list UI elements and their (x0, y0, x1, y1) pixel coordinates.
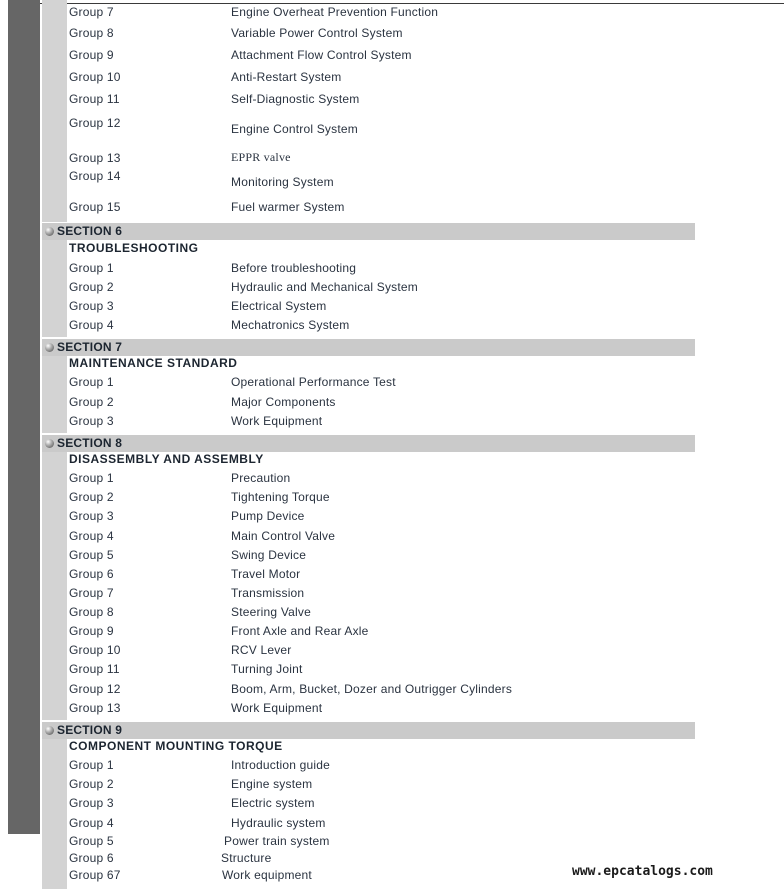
group-number: Group 4 (69, 318, 114, 332)
group-title-link[interactable]: Engine Control System (231, 122, 358, 136)
group-number: Group 9 (69, 48, 114, 62)
group-number: Group 5 (69, 548, 114, 562)
left-frame-band (8, 0, 40, 834)
group-number: Group 1 (69, 375, 114, 389)
group-number: Group 2 (69, 395, 114, 409)
bullet-icon (45, 726, 54, 735)
group-number: Group 9 (69, 624, 114, 638)
bullet-icon (45, 227, 54, 236)
group-number: Group 67 (69, 868, 121, 882)
group-title-link[interactable]: Turning Joint (231, 662, 303, 676)
bullet-icon (45, 343, 54, 352)
group-title-link[interactable]: Work Equipment (231, 414, 323, 428)
group-number: Group 13 (69, 151, 121, 165)
group-number: Group 10 (69, 70, 121, 84)
group-number: Group 3 (69, 796, 114, 810)
group-title-link[interactable]: Electric system (231, 796, 315, 810)
group-title-link[interactable]: Mechatronics System (231, 318, 350, 332)
group-number: Group 8 (69, 26, 114, 40)
group-title-link[interactable]: Work equipment (222, 868, 312, 882)
group-number: Group 11 (69, 92, 120, 106)
group-number: Group 15 (69, 200, 121, 214)
group-title-link[interactable]: Travel Motor (231, 567, 301, 581)
section-bar[interactable] (42, 223, 695, 240)
indent-stripe (42, 356, 67, 433)
group-title-link[interactable]: Structure (221, 851, 272, 865)
group-title-link[interactable]: Fuel warmer System (231, 200, 345, 214)
group-title-link[interactable]: Transmission (231, 586, 305, 600)
group-title-link[interactable]: RCV Lever (231, 643, 292, 657)
section-bar[interactable] (42, 722, 695, 739)
group-title-link[interactable]: Steering Valve (231, 605, 311, 619)
group-title-link[interactable]: Hydraulic system (231, 816, 326, 830)
group-number: Group 6 (69, 567, 114, 581)
group-number: Group 2 (69, 280, 114, 294)
group-title-link[interactable]: Anti-Restart System (231, 70, 342, 84)
group-title-link[interactable]: Major Components (231, 395, 336, 409)
group-number: Group 7 (69, 5, 114, 19)
section-label: SECTION 8 (57, 436, 123, 450)
group-number: Group 2 (69, 490, 114, 504)
watermark: www.epcatalogs.com (572, 864, 713, 879)
group-title-link[interactable]: Engine Overheat Prevention Function (231, 5, 439, 19)
section-bar[interactable] (42, 435, 695, 452)
group-number: Group 12 (69, 116, 121, 130)
group-title-link[interactable]: Precaution (231, 471, 291, 485)
group-number: Group 8 (69, 605, 114, 619)
group-title-link[interactable]: Front Axle and Rear Axle (231, 624, 369, 638)
group-title-link[interactable]: Introduction guide (231, 758, 331, 772)
group-title-link[interactable]: Tightening Torque (231, 490, 330, 504)
group-title-link[interactable]: Variable Power Control System (231, 26, 403, 40)
group-number: Group 12 (69, 682, 121, 696)
group-title-link[interactable]: Engine system (231, 777, 313, 791)
section-heading: TROUBLESHOOTING (69, 241, 199, 255)
group-number: Group 3 (69, 299, 114, 313)
group-number: Group 1 (69, 261, 114, 275)
group-title-link[interactable]: Power train system (224, 834, 330, 848)
group-title-link[interactable]: Boom, Arm, Bucket, Dozer and Outrigger Cylinders (231, 682, 513, 696)
group-number: Group 1 (69, 471, 114, 485)
indent-stripe (42, 240, 67, 337)
bullet-icon (45, 439, 54, 448)
group-title-link[interactable]: Hydraulic and Mechanical System (231, 280, 418, 294)
group-number: Group 7 (69, 586, 114, 600)
group-title-link[interactable]: Monitoring System (231, 175, 334, 189)
group-title-link[interactable]: Self-Diagnostic System (231, 92, 360, 106)
group-title-link[interactable]: Operational Performance Test (231, 375, 396, 389)
group-title-link[interactable]: Electrical System (231, 299, 327, 313)
group-title-link[interactable]: Before troubleshooting (231, 261, 357, 275)
indent-stripe (42, 0, 67, 222)
group-number: Group 6 (69, 851, 114, 865)
group-title-link[interactable]: Work Equipment (231, 701, 323, 715)
group-title-link[interactable]: Attachment Flow Control System (231, 48, 412, 62)
group-number: Group 2 (69, 777, 114, 791)
section-heading: DISASSEMBLY AND ASSEMBLY (69, 452, 264, 466)
group-number: Group 10 (69, 643, 121, 657)
section-heading: COMPONENT MOUNTING TORQUE (69, 739, 283, 753)
group-title-link[interactable]: Swing Device (231, 548, 307, 562)
group-number: Group 3 (69, 509, 114, 523)
group-title-link[interactable]: Main Control Valve (231, 529, 336, 543)
group-title-link[interactable]: EPPR valve (231, 150, 291, 164)
section-heading: MAINTENANCE STANDARD (69, 356, 238, 370)
top-rule (40, 3, 784, 4)
group-title-link[interactable]: Pump Device (231, 509, 305, 523)
group-number: Group 13 (69, 701, 121, 715)
group-number: Group 11 (69, 662, 120, 676)
group-number: Group 4 (69, 816, 114, 830)
group-number: Group 5 (69, 834, 114, 848)
group-number: Group 1 (69, 758, 114, 772)
group-number: Group 3 (69, 414, 114, 428)
section-label: SECTION 7 (57, 340, 123, 354)
indent-stripe (42, 452, 67, 720)
group-number: Group 14 (69, 169, 121, 183)
indent-stripe (42, 739, 67, 889)
section-label: SECTION 6 (57, 224, 123, 238)
group-number: Group 4 (69, 529, 114, 543)
section-label: SECTION 9 (57, 723, 123, 737)
section-bar[interactable] (42, 339, 695, 356)
